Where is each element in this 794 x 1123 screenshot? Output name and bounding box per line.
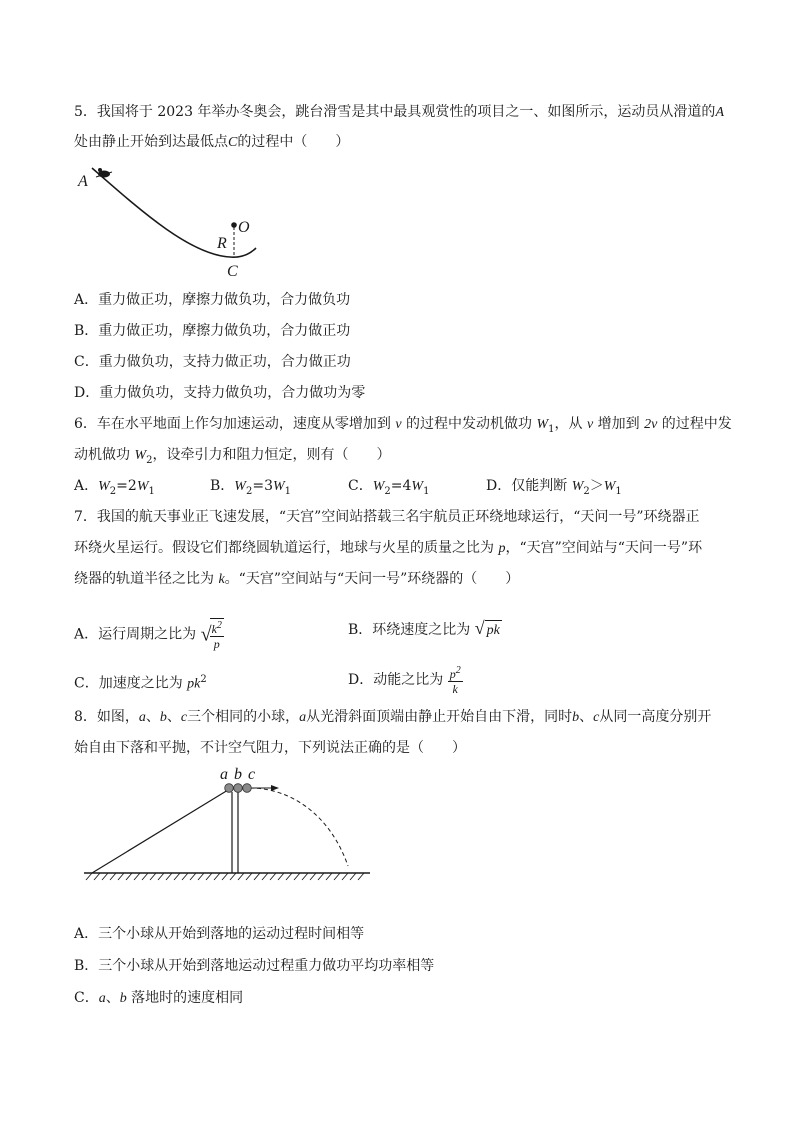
q5-option-a: A．重力做正功，摩擦力做负功，合力做负功 [74, 292, 351, 308]
incline-surface [92, 790, 228, 873]
q7-option-d: D．动能之比为 $\frac{p^2}{k}$ [348, 665, 461, 696]
q6-stem-line2: 动机做功 $W_2$，设牵引力和阻力恒定，则有（ ） [74, 447, 391, 466]
label-ball-c: c [248, 766, 256, 783]
q8-option-c: C．a、b 落地时的速度相同 [74, 990, 244, 1006]
q8-option-a: A．三个小球从开始到落地的运动过程时间相等 [74, 926, 365, 942]
q7-option-b: B．环绕速度之比为 √ pk [348, 618, 502, 641]
q7-stem-line3: 绕器的轨道半径之比为 k。“天宫”空间站与“天问一号”环绕器的（ ） [74, 571, 520, 587]
arrow-head-icon [271, 785, 279, 791]
q5-option-c: C．重力做负功，支持力做正功，合力做正功 [74, 354, 351, 370]
label-r: R [217, 235, 227, 252]
q8-stem-line1: 8．如图，a、b、c三个相同的小球，a从光滑斜面顶端由静止开始自由下滑，同时b、c从同一高度分别开 [74, 709, 712, 725]
label-o: O [238, 219, 250, 236]
q5-option-b: B．重力做正功，摩擦力做负功，合力做正功 [74, 323, 351, 339]
q5-ski-slope-figure [70, 160, 270, 280]
ball-b [234, 784, 243, 793]
q7-stem-line2: 环绕火星运行。假设它们都绕圆轨道运行，地球与火星的质量之比为 p，“天宫”空间站与“天问一号”环 [74, 540, 703, 556]
q6-option-a: A．$W_2=2W_1$ [74, 478, 155, 497]
q5-stem-line1: 5．我国将于 2023 年举办冬奥会，跳台滑雪是其中最具观赏性的项目之一、如图所示，运动员从滑道的A [74, 104, 724, 120]
q6-option-c: C．$W_2=4W_1$ [348, 478, 430, 497]
q5-option-d: D．重力做负功，支持力做负功，合力做功为零 [74, 385, 366, 401]
q5-stem-line2: 处由静止开始到达最低点C的过程中（ ） [74, 134, 350, 150]
label-a: A [78, 173, 88, 190]
q6-option-d: D．仅能判断 $W_2>W_1$ [486, 478, 622, 497]
q6-option-b: B．$W_2=3W_1$ [210, 478, 292, 497]
slope-curve [92, 168, 256, 257]
ground-hatching [86, 873, 364, 880]
skier-icon [96, 168, 112, 178]
ball-c [243, 784, 252, 793]
center-point-o [231, 222, 237, 228]
q7-option-a: A．运行周期之比为 √ $\frac{k^2}{p}$ [74, 620, 222, 651]
label-c: C [227, 263, 238, 280]
q6-stem-line1: 6．车在水平地面上作匀加速运动，速度从零增加到 v 的过程中发动机做功 $W_1$，从 v 增加到 2v 的过程中发 [74, 416, 732, 435]
q8-stem-line2: 始自由下落和平抛，不计空气阻力，下列说法正确的是（ ） [74, 740, 466, 756]
ball-a [225, 784, 234, 793]
projectile-path [250, 788, 348, 866]
q8-incline-figure [80, 764, 380, 886]
label-ball-b: b [234, 766, 242, 783]
q7-stem-line1: 7．我国的航天事业正飞速发展，“天宫”空间站搭载三名宇航员正环绕地球运行，“天问一号”环绕器正 [74, 509, 700, 525]
label-ball-a: a [220, 766, 228, 783]
q8-option-b: B．三个小球从开始到落地运动过程重力做功平均功率相等 [74, 958, 435, 974]
q7-option-c: C．加速度之比为 $pk^2$ [74, 674, 207, 692]
